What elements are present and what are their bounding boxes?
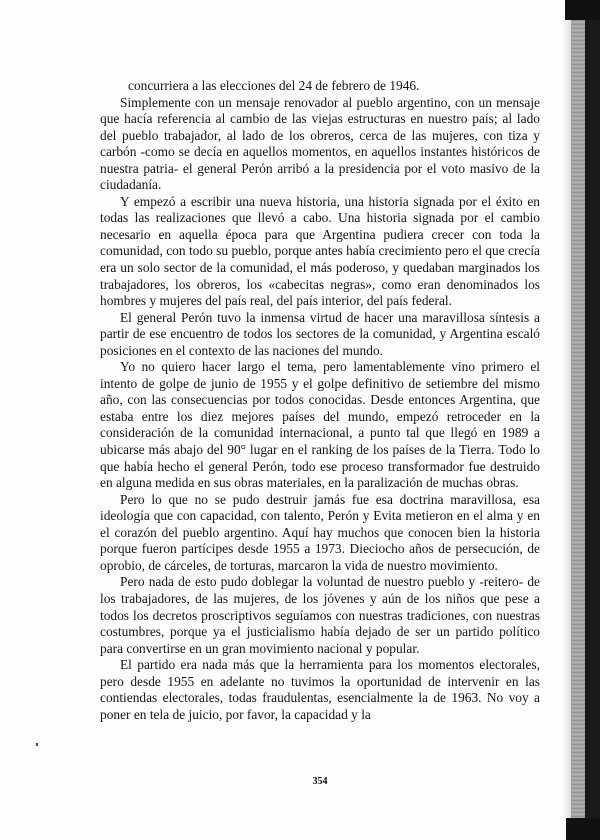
scan-speck [36,743,38,746]
body-text [100,78,540,723]
paragraph: El partido era nada más que la herramienta para los momentos electorales, pero desde 1955 en adelante no tuvimos la oportunidad de intervenir en las contiendas electorales, todas fraudulentas, esencialmente la de 1963. No voy a poner en tela de juicio, por favor, la capacidad y la [100,657,540,722]
scan-border-top [565,0,600,20]
paragraph: Y empezó a escribir una nueva historia, una historia signada por el éxito en todas las realizaciones que llevó a cabo. Una historia signada por el cambio necesario en aquella época para que Argentina pudiera crecer con toda la comunidad, con todo su pueblo, porque antes había crecimiento pero el que crecía era un solo sector de la comunidad, el más poderoso, y quedaban marginados los trabajadores, los obreros, los «cabecitas negras», como eran denominados los hombres y mujeres del país real, del país interior, del país federal. [100,193,540,309]
binding-shadow [562,16,571,821]
paragraph: concurriera a las elecciones del 24 de febrero de 1946. [128,78,420,93]
page-number: 354 [312,776,328,787]
paragraph: Pero lo que no se pudo destruir jamás fue esa doctrina maravillosa, esa ideología que con capacidad, con talento, Perón y Evita metieron en el alma y en el corazón del pueblo argentino. Aquí hay muchos que conocen bien la historia porque fueron partícipes desde 1955 a 1973. Dieciocho años de persecución, de oprobio, de cárceles, de torturas, marcaron la vida de nuestro movimiento. [100,491,540,573]
paragraph: Simplemente con un mensaje renovador al pueblo argentino, con un mensaje que hacía referencia al cambio de las viejas estructuras en nuestro país; al lado del pueblo trabajador, al lado de los obreros, cerca de las mujeres, con tiza y carbón -como se decía en aquellos momentos, en aquellos instantes históricos de nuestra patria- el general Perón arribó a la presidencia por el voto masivo de la ciudadanía. [100,94,540,193]
paragraph: Pero nada de esto pudo doblegar la voluntad de nuestro pueblo y -reitero- de los trabajadores, de las mujeres, de los jóvenes y aún de los niños que pese a todos los decretos proscriptivos seguíamos con nuestras tradiciones, con nuestras costumbres, porque ya el justicialismo había dejado de ser un partido político para convertirse en un gran movimiento nacional y popular. [100,574,540,656]
scan-border-bottom [566,818,600,840]
scan-border-right [585,14,600,840]
binding-edge [571,16,585,821]
paragraph: Yo no quiero hacer largo el tema, pero lamentablemente vino primero el intento de golpe de junio de 1955 y el golpe definitivo de setiembre del mismo año, con las consecuencias por todos conocidas. Desde entonces Argentina, que estaba entre los diez mejores países del mundo, empezó retroceder en la consideración de la comunidad internacional, a punto tal que llegó en 1989 a ubicarse más abajo del 90° lugar en el ranking de los países de la Tierra. Todo lo que había hecho el general Perón, todo ese proceso transformador fue destruido en alguna medida en sus obras materiales, en la paralización de muchas obras. [100,359,540,491]
paragraph: El general Perón tuvo la inmensa virtud de hacer una maravillosa síntesis a partir de ese encuentro de todos los sectores de la comunidad, y Argentina escaló posiciones en el contexto de las naciones del mundo. [100,309,540,358]
